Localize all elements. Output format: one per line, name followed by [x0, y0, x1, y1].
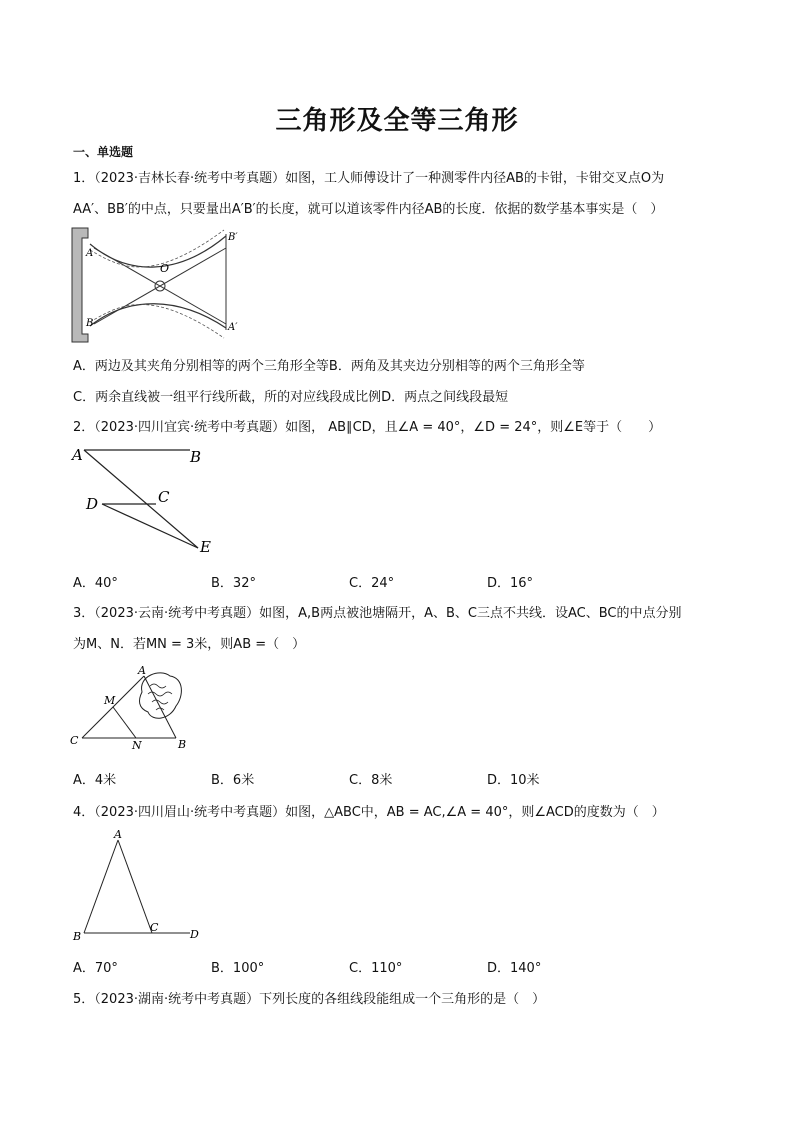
q2-label-d: D	[86, 495, 99, 513]
q4-line-ba	[84, 840, 118, 933]
q3-line-mn	[113, 707, 136, 738]
q3-stem-line2: 为M、N．若MN = 3米，则AB =（ ）	[73, 637, 306, 652]
q3-pond-figure	[68, 662, 198, 752]
q2-parallel-figure	[68, 442, 228, 557]
q2-option-a: A．40°	[73, 576, 118, 591]
q2-label-b: B	[190, 448, 202, 466]
q2-line-ae	[84, 450, 198, 548]
q4-option-b: B．100°	[211, 961, 265, 976]
q2-option-b: B．32°	[211, 576, 256, 591]
q2-option-c: C．24°	[349, 576, 395, 591]
q1-label-bprime: B′	[228, 232, 238, 243]
q2-label-a: A	[72, 446, 83, 464]
q1-option-c: C．两余直线被一组平行线所截，所的对应线段成比例	[73, 390, 382, 405]
q2-option-d: D．16°	[487, 576, 534, 591]
q4-option-c: C．110°	[349, 961, 403, 976]
q2-label-e: E	[200, 538, 211, 556]
q1-stem-line2: AA′、BB′的中点，只要量出A′B′的长度，就可以道该零件内径AB的长度．依据的数学基本事实是（ ）	[73, 202, 664, 217]
q4-stem: 4．（2023·四川眉山·统考中考真题）如图，△ABC中，AB = AC,∠A = 40°，则∠ACD的度数为（ ）	[73, 805, 665, 820]
q1-jaw-lower	[90, 304, 226, 328]
q1-option-b: B．两角及其夹边分别相等的两个三角形全等	[328, 359, 585, 374]
q1-dashed-upper	[90, 230, 224, 267]
q1-caliper-figure	[68, 226, 248, 346]
q3-option-c: C．8米	[349, 773, 393, 788]
q3-stem-line1: 3．（2023·云南·统考中考真题）如图，A,B两点被池塘隔开，A、B、C三点不共线．设AC、BC的中点分别	[73, 606, 682, 621]
q4-label-b: B	[73, 930, 82, 943]
page-title: 三角形及全等三角形	[275, 106, 519, 136]
q4-option-a: A．70°	[73, 961, 118, 976]
q4-label-a: A	[114, 828, 122, 841]
q2-stem: 2．（2023·四川宜宾·统考中考真题）如图， AB∥CD，且∠A = 40°，∠D = 24°，则∠E等于（ ）	[73, 420, 662, 435]
q1-option-a: A．两边及其夹角分别相等的两个三角形全等	[73, 359, 329, 374]
q1-dashed-lower	[90, 304, 224, 338]
q4-line-ac	[118, 840, 152, 933]
q3-label-b: B	[178, 738, 187, 751]
q1-label-o: O	[160, 262, 170, 275]
q1-label-aprime: A′	[228, 322, 238, 333]
q3-option-a: A．4米	[73, 773, 117, 788]
q4-label-d: D	[190, 928, 199, 941]
q1-options-row1	[73, 355, 585, 374]
q1-label-b: B	[86, 318, 94, 329]
q2-line-de	[102, 504, 198, 548]
q3-option-b: B．6米	[211, 773, 255, 788]
q3-label-a: A	[138, 664, 146, 677]
q3-option-d: D．10米	[487, 773, 540, 788]
q3-label-c: C	[70, 734, 79, 747]
q1-label-a: A	[86, 248, 94, 259]
q3-label-m: M	[104, 694, 116, 707]
q3-label-n: N	[132, 739, 142, 752]
q4-option-d: D．140°	[487, 961, 542, 976]
q1-stem-line1: 1．（2023·吉林长春·统考中考真题）如图，工人师傅设计了一种测零件内径AB的卡钳，卡钳交叉点O为	[73, 171, 665, 186]
q1-options-row2	[73, 386, 508, 405]
q4-triangle-figure	[68, 828, 208, 943]
q5-stem: 5．（2023·湖南·统考中考真题）下列长度的各组线段能组成一个三角形的是（ ）	[73, 992, 546, 1007]
section-heading: 一、单选题	[73, 145, 134, 159]
q2-label-c: C	[158, 488, 170, 506]
q4-label-c: C	[150, 921, 159, 934]
q1-jaw-upper	[90, 236, 226, 267]
q3-line-ab	[144, 676, 176, 738]
q1-option-d: D．两点之间线段最短	[381, 390, 509, 405]
